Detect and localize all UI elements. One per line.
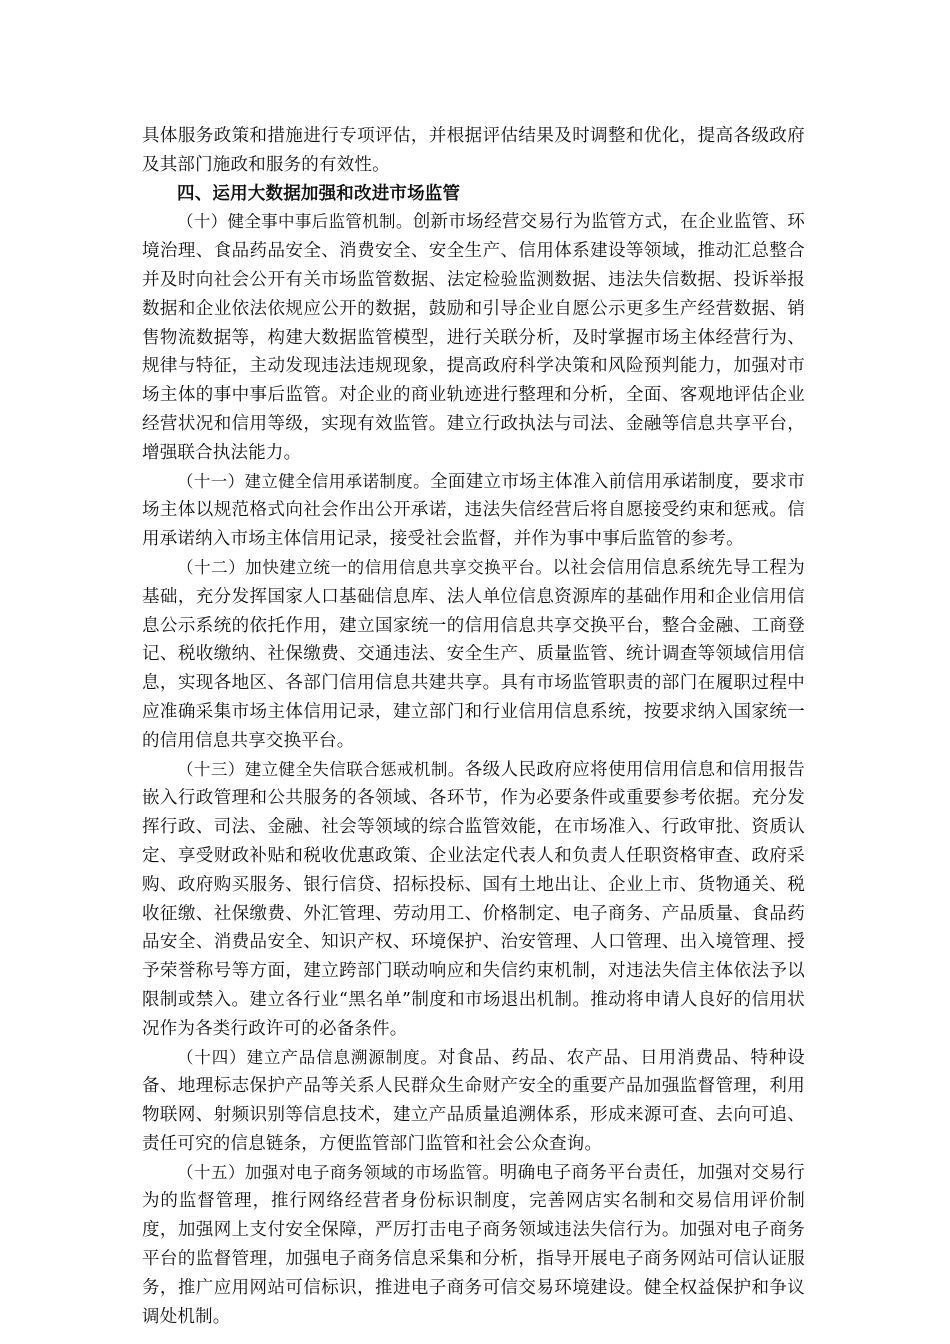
- paragraph-13-body: 各级人民政府应将使用信用信息和信用报告嵌入行政管理和公共服务的各领域、各环节，作为必要条件或重要参考依据。充分发挥行政、司法、金融、社会等领域的综合监管效能，在市场准入、行政审批、资质认定、享受财政补贴和税收优惠政策、企业法定代表人和负责人任职资格审查、政府采购、政府购买服务、银行信贷、招标投标、国有土地出让、企业上市、货物通关、税收征缴、社保缴费、外汇管理、劳动用工、价格制定、电子商务、产品质量、食品药品安全、消费品安全、知识产权、环境保护、治安管理、人口管理、出入境管理、授予荣誉称号等方面，建立跨部门联动响应和失信约束机制，对违法失信主体依法予以限制或禁入。建立各行业“黑名单”制度和市场退出机制。推动将申请人良好的信用状况作为各类行政许可的必备条件。: [142, 759, 805, 1039]
- document-page: [142, 122, 805, 1331]
- paragraph-11-title: （十一）建立健全信用承诺制度。: [177, 471, 430, 491]
- paragraph-13-title: （十三）建立健全失信联合惩戒机制。: [177, 759, 465, 779]
- paragraph-14-body: 对食品、药品、农产品、日用消费品、特种设备、地理标志保护产品等关系人民群众生命财产安全的重要产品加强监督管理，利用物联网、射频识别等信息技术，建立产品质量追溯体系，形成来源可查、去向可追、责任可究的信息链条，方便监管部门监管和社会公众查询。: [142, 1047, 806, 1154]
- paragraph-10: [142, 208, 805, 467]
- paragraph-14: [142, 1044, 805, 1159]
- paragraph-14-title: （十四）建立产品信息溯源制度。: [177, 1047, 438, 1067]
- paragraph-12: [142, 554, 805, 756]
- paragraph-15-title: （十五）加强对电子商务领域的市场监管。: [177, 1162, 500, 1182]
- paragraph-15: [142, 1159, 805, 1332]
- section-heading: 四、运用大数据加强和改进市场监管: [177, 183, 461, 204]
- paragraph-13: [142, 756, 805, 1044]
- paragraph-11-body: 全面建立市场主体准入前信用承诺制度，要求市场主体以规范格式向社会作出公开承诺，违法失信经营后将自愿接受约束和惩戒。信用承诺纳入市场主体信用记录，接受社会监督，并作为事中事后监管的参考。: [142, 471, 805, 550]
- paragraph-15-body: 明确电子商务平台责任，加强对交易行为的监督管理，推行网络经营者身份标识制度，完善网店实名制和交易信用评价制度，加强网上支付安全保障，严厉打击电子商务领域违法失信行为。加强对电子商务平台的监督管理，加强电子商务信息采集和分析，指导开展电子商务网站可信认证服务，推广应用网站可信标识，推进电子商务可信交易环境建设。健全权益保护和争议调处机制。: [142, 1162, 805, 1327]
- paragraph-10-body: 创新市场经营交易行为监管方式，在企业监管、环境治理、食品药品安全、消费安全、安全生产、信用体系建设等领域，推动汇总整合并及时向社会公开有关市场监管数据、法定检验监测数据、违法失信数据、投诉举报数据和企业依法依规应公开的数据，鼓励和引导企业自愿公示更多生产经营数据、销售物流数据等，构建大数据监管模型，进行关联分析，及时掌握市场主体经营行为、规律与特征，主动发现违法违规现象，提高政府科学决策和风险预判能力，加强对市场主体的事中事后监管。对企业的商业轨迹进行整理和分析，全面、客观地评估企业经营状况和信用等级，实现有效监管。建立行政执法与司法、金融等信息共享平台，增强联合执法能力。: [142, 212, 805, 463]
- paragraph-12-body: 以社会信用信息系统先导工程为基础，充分发挥国家人口基础信息库、法人单位信息资源库的基础作用和企业信用信息公示系统的依托作用，建立国家统一的信用信息共享交换平台，整合金融、工商登记、税收缴纳、社保缴费、交通违法、安全生产、质量监管、统计调查等领域信用信息，实现各地区、各部门信用信息共建共享。具有市场监管职责的部门在履职过程中应准确采集市场主体信用记录，建立部门和行业信用信息系统，按要求纳入国家统一的信用信息共享交换平台。: [142, 557, 805, 751]
- paragraph-12-title: （十二）加快建立统一的信用信息共享交换平台。: [177, 557, 553, 577]
- continuation-paragraph: 具体服务政策和措施进行专项评估，并根据评估结果及时调整和优化，提高各级政府及其部门施政和服务的有效性。: [142, 126, 805, 175]
- paragraph-10-title: （十）健全事中事后监管机制。: [177, 212, 413, 232]
- paragraph-11: [142, 468, 805, 554]
